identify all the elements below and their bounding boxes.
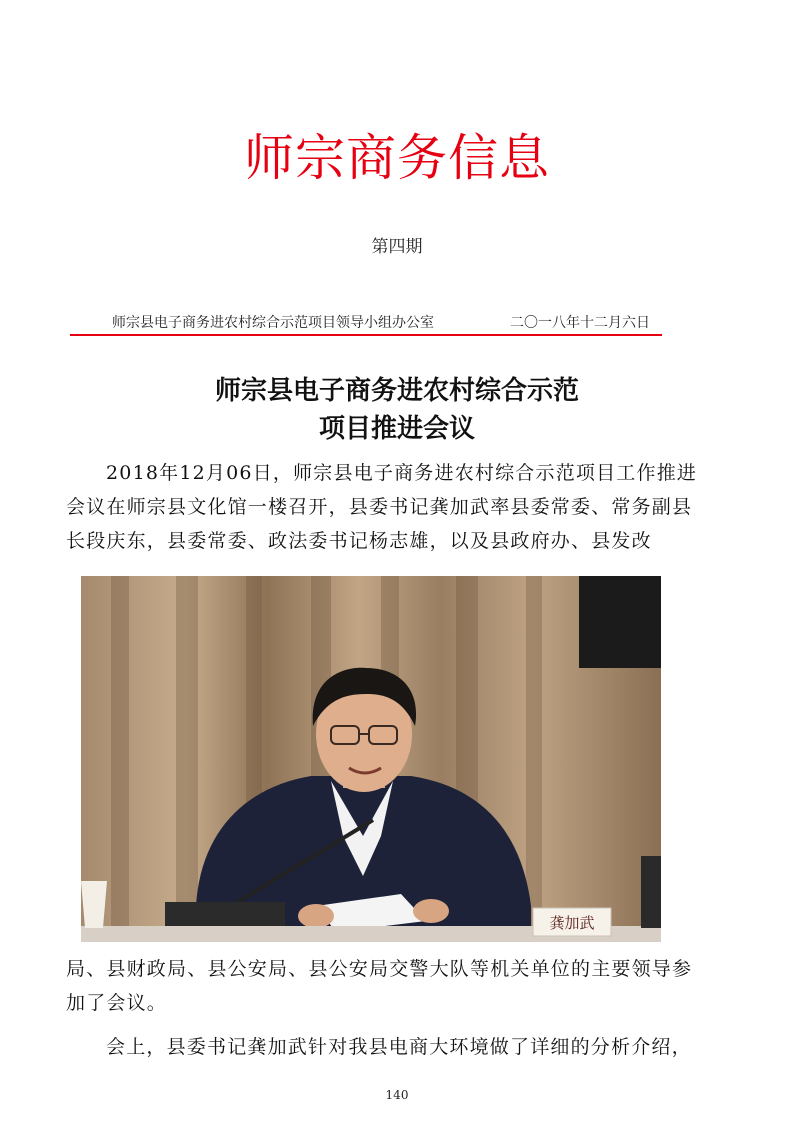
meeting-photo bbox=[81, 576, 661, 942]
page-number: 140 bbox=[385, 1088, 409, 1102]
headline-line-2: 项目推进会议 bbox=[318, 414, 475, 444]
headline-line-1: 师宗县电子商务进农村综合示范 bbox=[214, 376, 579, 406]
article-headline bbox=[0, 372, 794, 448]
issue-date: 二〇一八年十二月六日 bbox=[510, 315, 650, 331]
article-paragraph-1: 2018年12月06日，师宗县电子商务进农村综合示范项目工作推进会议在师宗县文化馆一楼召开，县委书记龚加武率县委常委、常务副县长段庆东，县委常委、政法委书记杨志雄，以及县政府办、县发改 bbox=[66, 462, 698, 552]
article-paragraph-3: 会上，县委书记龚加武针对我县电商大环境做了详细的分析介绍， bbox=[106, 1036, 692, 1058]
article-paragraph-2: 局、县财政局、县公安局、县公安局交警大队等机关单位的主要领导参加了会议。 bbox=[66, 958, 693, 1014]
red-divider-rule bbox=[70, 334, 662, 336]
issue-number: 第四期 bbox=[371, 237, 423, 257]
issuer-line bbox=[112, 314, 672, 332]
masthead-title: 师宗商务信息 bbox=[244, 129, 550, 187]
issuer-org: 师宗县电子商务进农村综合示范项目领导小组办公室 bbox=[112, 315, 434, 331]
nameplate-text: 龚加武 bbox=[549, 914, 595, 932]
